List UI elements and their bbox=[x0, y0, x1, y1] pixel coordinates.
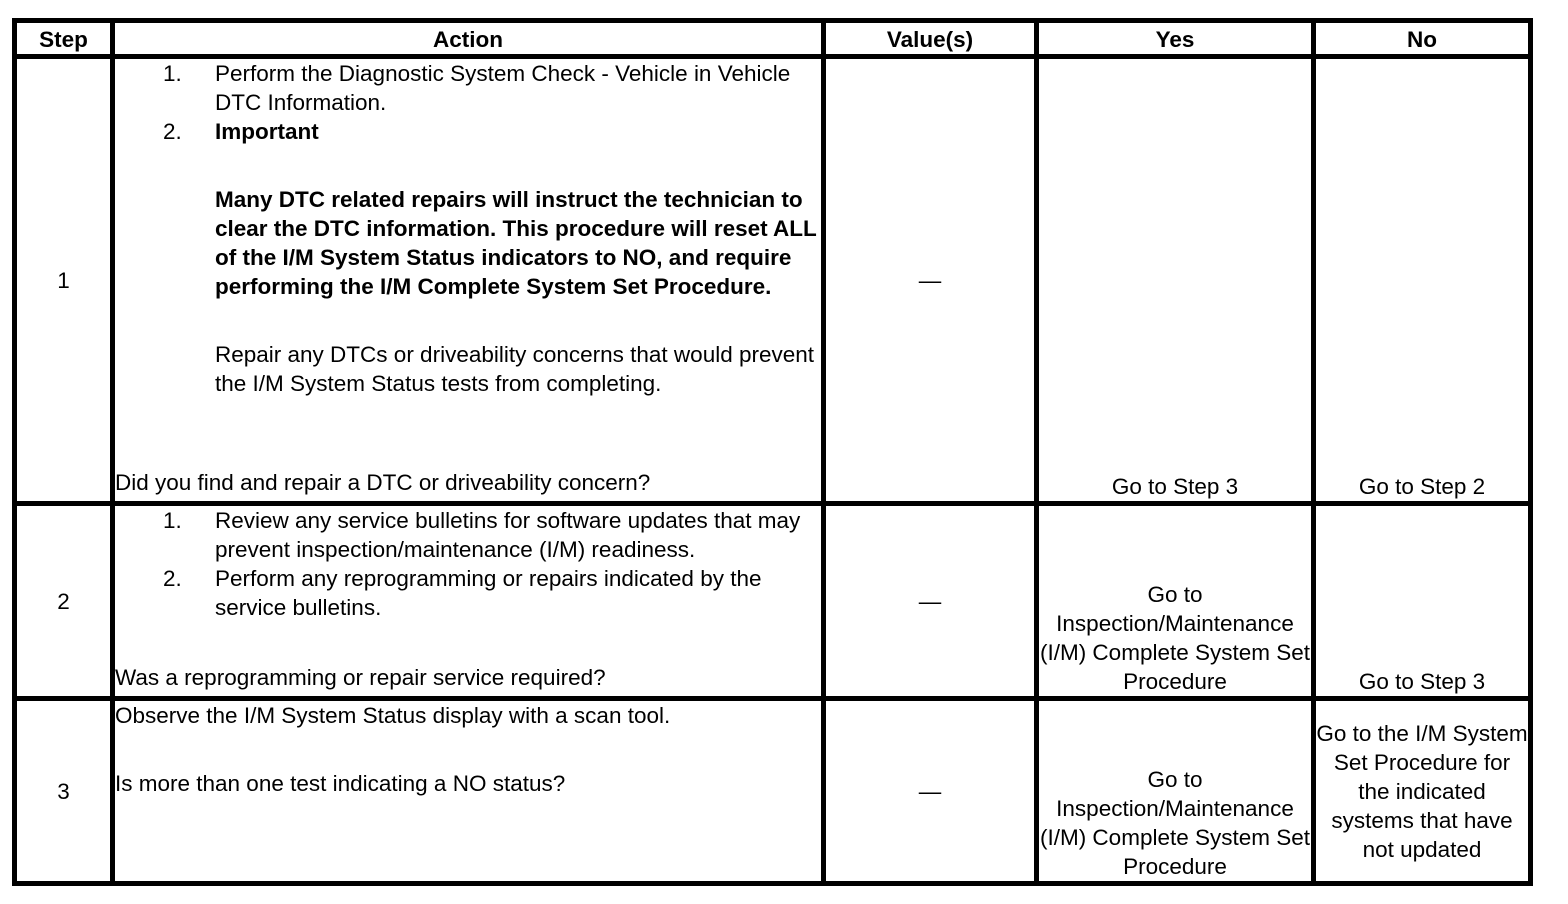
value-cell: — bbox=[824, 504, 1037, 699]
header-values: Value(s) bbox=[824, 21, 1037, 57]
action-steps bbox=[115, 59, 821, 398]
table-row bbox=[15, 504, 1531, 699]
yes-cell: Go to Step 3 bbox=[1037, 57, 1314, 504]
header-yes: Yes bbox=[1037, 21, 1314, 57]
header-action: Action bbox=[113, 21, 824, 57]
step-text: Perform the Diagnostic System Check - Vehicle in Vehicle DTC Information. bbox=[215, 61, 791, 115]
action-cell bbox=[113, 504, 824, 699]
action-question: Is more than one test indicating a NO status? bbox=[115, 771, 566, 796]
action-question: Was a reprogramming or repair service required? bbox=[115, 665, 606, 690]
header-step: Step bbox=[15, 21, 113, 57]
no-cell: Go to the I/M System Set Procedure for the indicated systems that have not updated bbox=[1314, 699, 1531, 884]
step-marker: 2. bbox=[163, 566, 182, 591]
value-cell: — bbox=[824, 699, 1037, 884]
step-marker: 1. bbox=[163, 508, 182, 533]
header-row bbox=[15, 21, 1531, 57]
action-text: Observe the I/M System Status display with a scan tool. bbox=[115, 703, 671, 728]
yes-cell: Go to Inspection/Maintenance (I/M) Complete System Set Procedure bbox=[1037, 699, 1314, 884]
step-marker: 2. bbox=[163, 119, 182, 144]
step-number: 1 bbox=[15, 57, 113, 504]
action-step bbox=[115, 117, 821, 398]
value-cell: — bbox=[824, 57, 1037, 504]
action-content bbox=[115, 59, 821, 398]
action-step bbox=[115, 59, 821, 117]
step-marker: 1. bbox=[163, 61, 182, 86]
action-steps bbox=[115, 506, 821, 622]
diagnostic-table bbox=[12, 18, 1533, 886]
step-number: 3 bbox=[15, 699, 113, 884]
table-row bbox=[15, 699, 1531, 884]
step-text: Review any service bulletins for software updates that may prevent inspection/maintenance (I/M) readiness. bbox=[215, 508, 801, 562]
step-number: 2 bbox=[15, 504, 113, 699]
action-step bbox=[115, 506, 821, 564]
no-cell: Go to Step 2 bbox=[1314, 57, 1531, 504]
important-heading: Important bbox=[215, 119, 319, 144]
action-question: Did you find and repair a DTC or driveability concern? bbox=[115, 470, 651, 495]
header-no: No bbox=[1314, 21, 1531, 57]
yes-cell: Go to Inspection/Maintenance (I/M) Complete System Set Procedure bbox=[1037, 504, 1314, 699]
no-cell: Go to Step 3 bbox=[1314, 504, 1531, 699]
table-row bbox=[15, 57, 1531, 504]
action-cell bbox=[113, 699, 824, 884]
important-body: Many DTC related repairs will instruct the technician to clear the DTC information. This procedure will reset ALL of the I/M System Status indicators to NO, and require performing the I/M Complete System Set Procedure. bbox=[215, 187, 817, 299]
action-cell bbox=[113, 57, 824, 504]
action-step bbox=[115, 564, 821, 622]
important-note: Repair any DTCs or driveability concerns that would prevent the I/M System Status tests from completing. bbox=[215, 342, 815, 396]
step-text: Perform any reprogramming or repairs indicated by the service bulletins. bbox=[215, 566, 762, 620]
